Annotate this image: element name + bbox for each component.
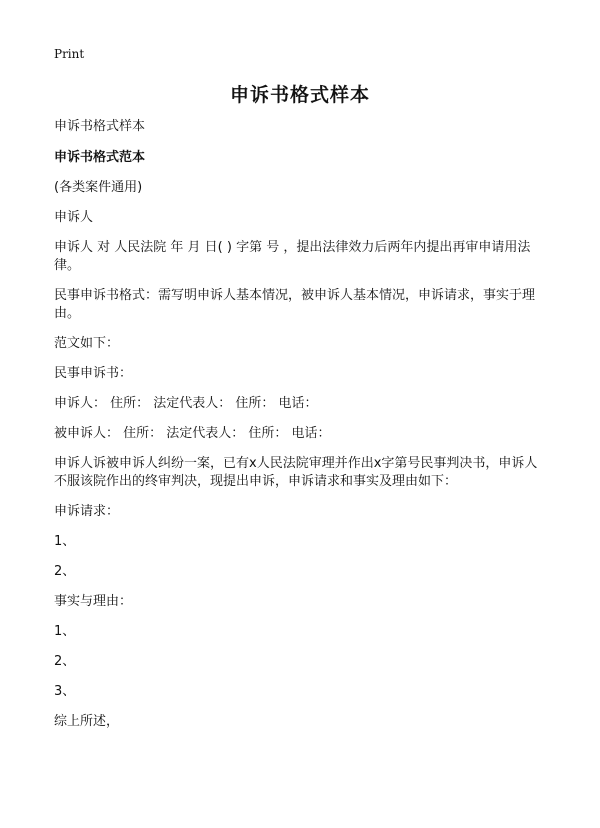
paragraph-appellant: 申诉人	[54, 210, 94, 225]
paragraph-respondent-info: 被申诉人： 住所： 法定代表人： 住所： 电话：	[54, 426, 331, 441]
print-link[interactable]: Print	[54, 47, 85, 61]
paragraph-civil-appeal: 民事申诉书：	[54, 366, 133, 381]
paragraph-appellant-info: 申诉人： 住所： 法定代表人： 住所： 电话：	[54, 396, 318, 411]
paragraph-format-note: 民事申诉书格式：需写明申诉人基本情况，被申诉人基本情况，申诉请求，事实于理由。	[54, 288, 536, 321]
page-title: 申诉书格式样本	[229, 84, 370, 106]
paragraph-intro: 申诉人 对 人民法院 年 月 日( ) 字第 号 ，提出法律效力后两年内提出再审申请用法律。	[54, 240, 531, 273]
list-item: 2、	[54, 564, 76, 579]
paragraph-subtitle: 申诉书格式样本	[54, 119, 146, 134]
paragraph-case-description: 申诉人诉被申诉人纠纷一案，已有x人民法院审理并作出x字第号民事判决书，申诉人不服该院作出的终审判决，现提出申诉，申诉请求和事实及理由如下：	[54, 456, 538, 489]
list-item: 1、	[54, 624, 76, 639]
paragraph-conclusion: 综上所述，	[54, 714, 120, 729]
paragraph-facts-label: 事实与理由：	[54, 594, 133, 609]
paragraph-scope-note: (各类案件通用)	[54, 180, 143, 195]
list-item: 3、	[54, 684, 76, 699]
document-body	[54, 118, 546, 731]
list-item: 1、	[54, 534, 76, 549]
paragraph-requests-label: 申诉请求：	[54, 504, 120, 519]
paragraph-example-label: 范文如下：	[54, 336, 120, 351]
list-item: 2、	[54, 654, 76, 669]
paragraph-heading-template: 申诉书格式范本	[54, 150, 146, 165]
